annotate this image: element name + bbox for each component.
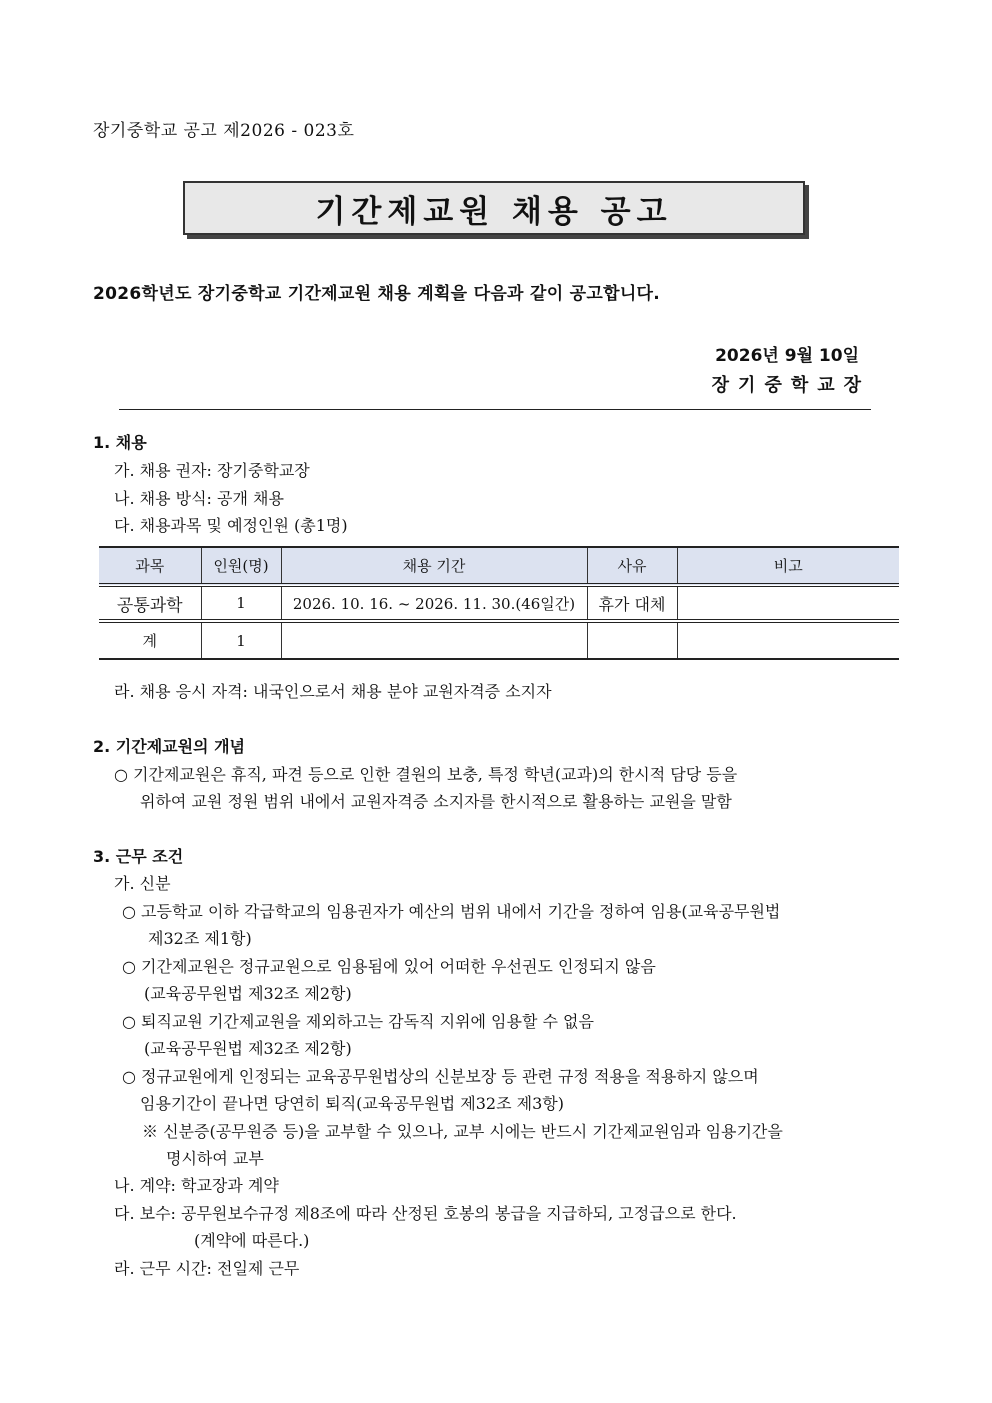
announcement-date: 2026년 9월 10일 bbox=[715, 346, 859, 366]
s3-b3b: (교육공무원법 제32조 제2항) bbox=[144, 1039, 352, 1058]
s3-b1a: ○ 고등학교 이하 각급학교의 임용권자가 예산의 범위 내에서 기간을 정하여 임용(교육공무원법 bbox=[122, 902, 781, 921]
s3-b2a: ○ 기간제교원은 정규교원으로 임용됨에 있어 어떠한 우선권도 인정되지 않음 bbox=[122, 957, 656, 976]
s2-line1: ○ 기간제교원은 휴직, 파견 등으로 인한 결원의 보충, 특정 학년(교과)의 한시적 담당 등을 bbox=[114, 765, 738, 784]
cell-empty bbox=[677, 621, 899, 659]
col-reason: 사유 bbox=[587, 547, 677, 585]
s3-na: 나. 계약: 학교장과 계약 bbox=[114, 1176, 279, 1195]
table-header-row bbox=[99, 547, 899, 585]
page-title: 기간제교원 채용 공고 bbox=[315, 193, 673, 230]
cell-note bbox=[677, 585, 899, 621]
cell-count: 1 bbox=[201, 585, 281, 621]
cell-total-count: 1 bbox=[201, 621, 281, 659]
s3-b3a: ○ 퇴직교원 기간제교원을 제외하고는 감독직 지위에 임용할 수 없음 bbox=[122, 1012, 594, 1031]
col-count: 인원(명) bbox=[201, 547, 281, 585]
table-total-row bbox=[99, 621, 899, 659]
cell-empty bbox=[587, 621, 677, 659]
cell-period: 2026. 10. 16. ~ 2026. 11. 30.(46일간) bbox=[281, 585, 587, 621]
section-3-heading: 3. 근무 조건 bbox=[93, 847, 184, 866]
s3-ga: 가. 신분 bbox=[114, 874, 171, 893]
cell-reason: 휴가 대체 bbox=[587, 585, 677, 621]
s3-b1b: 제32조 제1항) bbox=[148, 929, 252, 948]
s3-ra: 라. 근무 시간: 전일제 근무 bbox=[114, 1259, 300, 1278]
s3-b4b: 임용기간이 끝나면 당연히 퇴직(교육공무원법 제32조 제3항) bbox=[140, 1094, 564, 1113]
cell-total-label: 계 bbox=[99, 621, 201, 659]
col-subject: 과목 bbox=[99, 547, 201, 585]
s3-note-b: 명시하여 교부 bbox=[166, 1149, 264, 1168]
section-1-heading: 1. 채용 bbox=[93, 433, 147, 452]
recruitment-table bbox=[99, 546, 899, 660]
s3-b4a: ○ 정규교원에게 인정되는 교육공무원법상의 신분보장 등 관련 규정 적용을 적용하지 않으며 bbox=[122, 1067, 759, 1086]
s1-da: 다. 채용과목 및 예정인원 (총1명) bbox=[114, 516, 348, 535]
document-number: 장기중학교 공고 제2026 - 023호 bbox=[93, 121, 355, 141]
s1-na: 나. 채용 방식: 공개 채용 bbox=[114, 489, 284, 508]
s1-ga: 가. 채용 권자: 장기중학교장 bbox=[114, 461, 310, 480]
col-note: 비고 bbox=[677, 547, 899, 585]
cell-subject: 공통과학 bbox=[99, 585, 201, 621]
section-2-heading: 2. 기간제교원의 개념 bbox=[93, 737, 245, 756]
s3-da-a: 다. 보수: 공무원보수규정 제8조에 따라 산정된 호봉의 봉급을 지급하되, 고정급으로 한다. bbox=[114, 1204, 737, 1223]
title-box bbox=[183, 181, 805, 235]
s1-ra: 라. 채용 응시 자격: 내국인으로서 채용 분야 교원자격증 소지자 bbox=[114, 682, 552, 701]
s3-da-b: (계약에 따른다.) bbox=[194, 1231, 310, 1250]
col-period: 채용 기간 bbox=[281, 547, 587, 585]
divider bbox=[119, 409, 871, 410]
intro-text: 2026학년도 장기중학교 기간제교원 채용 계획을 다음과 같이 공고합니다. bbox=[93, 284, 661, 304]
s3-b2b: (교육공무원법 제32조 제2항) bbox=[144, 984, 352, 1003]
s3-note-a: ※ 신분증(공무원증 등)을 교부할 수 있으나, 교부 시에는 반드시 기간제교원임과 임용기간을 bbox=[142, 1122, 783, 1141]
cell-empty bbox=[281, 621, 587, 659]
table-row bbox=[99, 585, 899, 621]
s2-line2: 위하여 교원 정원 범위 내에서 교원자격증 소지자를 한시적으로 활용하는 교원을 말함 bbox=[140, 792, 732, 811]
signer: 장기중학교장 bbox=[711, 375, 870, 396]
